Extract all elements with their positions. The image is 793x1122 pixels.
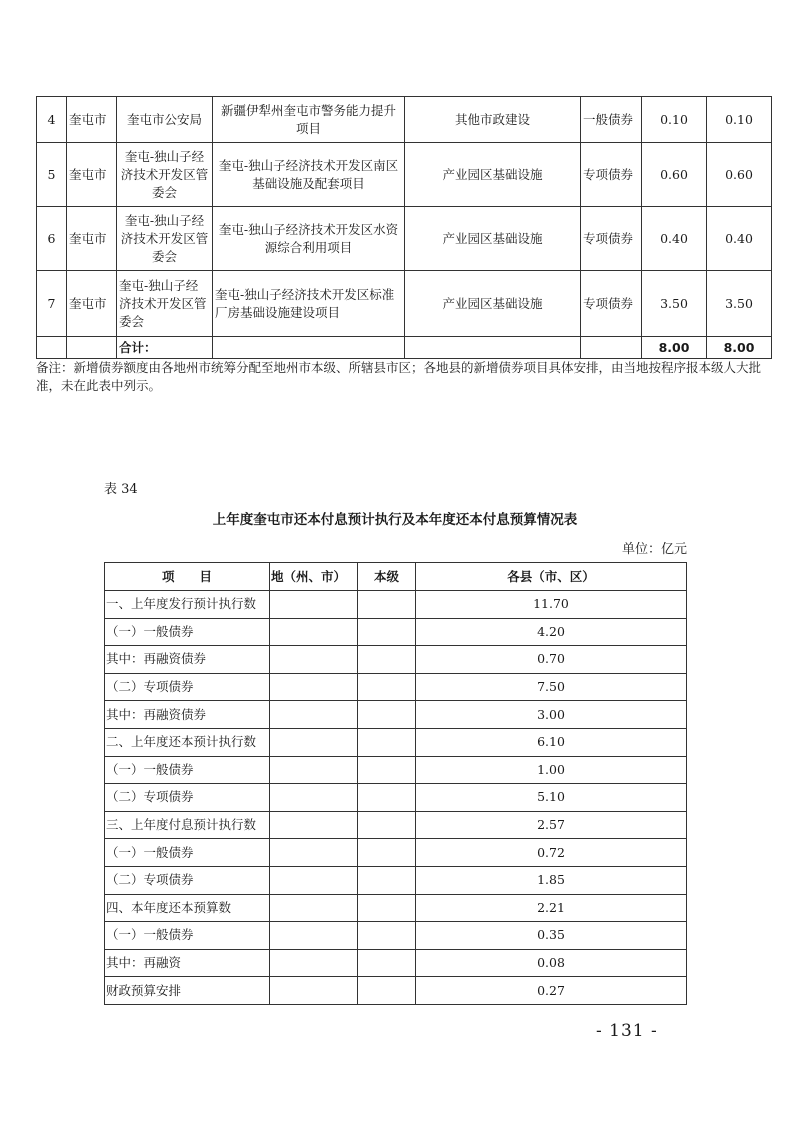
empty-cell [213, 337, 405, 359]
prefecture-cell [270, 949, 358, 977]
page-number: - 131 - [596, 1021, 658, 1041]
unit-cell: 奎屯-独山子经济技术开发区管委会 [117, 207, 213, 271]
item-cell: （一）一般债券 [105, 618, 270, 646]
county-cell: 2.21 [416, 894, 687, 922]
table-row [37, 207, 772, 271]
item-cell: 四、本年度还本预算数 [105, 894, 270, 922]
level-cell [358, 811, 416, 839]
item-cell: 一、上年度发行预计执行数 [105, 591, 270, 619]
prefecture-cell [270, 839, 358, 867]
county-cell: 4.20 [416, 618, 687, 646]
empty-cell [37, 337, 67, 359]
total-label: 合计： [117, 337, 213, 359]
prefecture-cell [270, 894, 358, 922]
table-row [105, 701, 687, 729]
city-cell: 奎屯市 [67, 97, 117, 143]
project-cell: 奎屯-独山子经济技术开发区水资源综合利用项目 [213, 207, 405, 271]
prefecture-cell [270, 756, 358, 784]
level-cell [358, 977, 416, 1005]
header-prefecture: 地（州、市） [270, 563, 358, 591]
total-amount: 8.00 [642, 337, 707, 359]
amount-cell: 0.40 [642, 207, 707, 271]
level-cell [358, 618, 416, 646]
level-cell [358, 922, 416, 950]
prefecture-cell [270, 866, 358, 894]
level-cell [358, 646, 416, 674]
table-row [105, 977, 687, 1005]
table-row [105, 728, 687, 756]
amount-cell: 3.50 [642, 271, 707, 337]
table-row [105, 922, 687, 950]
prefecture-cell [270, 618, 358, 646]
bond-type-cell: 专项债券 [581, 271, 642, 337]
county-cell: 1.00 [416, 756, 687, 784]
item-cell: 其中：再融资债券 [105, 646, 270, 674]
level-cell [358, 591, 416, 619]
table-row [105, 673, 687, 701]
item-cell: （一）一般债券 [105, 756, 270, 784]
county-cell: 0.08 [416, 949, 687, 977]
prefecture-cell [270, 591, 358, 619]
project-cell: 奎屯-独山子经济技术开发区标准厂房基础设施建设项目 [213, 271, 405, 337]
item-cell: 其中：再融资 [105, 949, 270, 977]
row-number: 5 [37, 143, 67, 207]
table-row [105, 591, 687, 619]
header-county: 各县（市、区） [416, 563, 687, 591]
total-amount: 8.00 [707, 337, 772, 359]
table-row [105, 839, 687, 867]
prefecture-cell [270, 811, 358, 839]
level-cell [358, 894, 416, 922]
table-header-row [105, 563, 687, 591]
table-row [105, 866, 687, 894]
county-cell: 0.72 [416, 839, 687, 867]
table-title: 上年度奎屯市还本付息预计执行及本年度还本付息预算情况表 [212, 512, 578, 528]
table-note: 备注：新增债券额度由各地州市统筹分配至地州市本级、所辖县市区；各地县的新增债券项目具体安排，由当地按程序报本级人大批准，未在此表中列示。 [36, 360, 762, 393]
table-row [105, 618, 687, 646]
prefecture-cell [270, 728, 358, 756]
amount-cell: 0.40 [707, 207, 772, 271]
county-cell: 2.57 [416, 811, 687, 839]
prefecture-cell [270, 673, 358, 701]
empty-cell [581, 337, 642, 359]
amount-cell: 0.10 [707, 97, 772, 143]
row-number: 6 [37, 207, 67, 271]
prefecture-cell [270, 646, 358, 674]
amount-cell: 3.50 [707, 271, 772, 337]
table-row [105, 784, 687, 812]
county-cell: 0.35 [416, 922, 687, 950]
table-row [105, 811, 687, 839]
county-cell: 0.70 [416, 646, 687, 674]
county-cell: 6.10 [416, 728, 687, 756]
level-cell [358, 839, 416, 867]
table-number: 表 34 [104, 482, 138, 497]
item-cell: 其中：再融资债券 [105, 701, 270, 729]
level-cell [358, 756, 416, 784]
county-cell: 11.70 [416, 591, 687, 619]
table-row [37, 271, 772, 337]
bond-type-cell: 一般债券 [581, 97, 642, 143]
level-cell [358, 673, 416, 701]
item-cell: （一）一般债券 [105, 922, 270, 950]
project-cell: 新疆伊犁州奎屯市警务能力提升项目 [213, 97, 405, 143]
table-row [105, 756, 687, 784]
prefecture-cell [270, 701, 358, 729]
header-item: 项 目 [105, 563, 270, 591]
table-row [105, 894, 687, 922]
city-cell: 奎屯市 [67, 271, 117, 337]
item-cell: （二）专项债券 [105, 784, 270, 812]
amount-cell: 0.10 [642, 97, 707, 143]
unit-label: 单位：亿元 [621, 542, 687, 557]
county-cell: 7.50 [416, 673, 687, 701]
item-cell: （二）专项债券 [105, 673, 270, 701]
row-number: 7 [37, 271, 67, 337]
header-level: 本级 [358, 563, 416, 591]
county-cell: 1.85 [416, 866, 687, 894]
project-cell: 奎屯-独山子经济技术开发区南区基础设施及配套项目 [213, 143, 405, 207]
bond-type-cell: 专项债券 [581, 143, 642, 207]
bond-projects-table [36, 96, 772, 359]
city-cell: 奎屯市 [67, 143, 117, 207]
total-row [37, 337, 772, 359]
category-cell: 其他市政建设 [405, 97, 581, 143]
level-cell [358, 949, 416, 977]
county-cell: 0.27 [416, 977, 687, 1005]
amount-cell: 0.60 [707, 143, 772, 207]
empty-cell [67, 337, 117, 359]
item-cell: 财政预算安排 [105, 977, 270, 1005]
level-cell [358, 701, 416, 729]
county-cell: 5.10 [416, 784, 687, 812]
item-cell: （一）一般债券 [105, 839, 270, 867]
table-row [37, 143, 772, 207]
prefecture-cell [270, 784, 358, 812]
table-row [37, 97, 772, 143]
item-cell: 二、上年度还本预计执行数 [105, 728, 270, 756]
amount-cell: 0.60 [642, 143, 707, 207]
level-cell [358, 866, 416, 894]
bond-type-cell: 专项债券 [581, 207, 642, 271]
unit-cell: 奎屯-独山子经济技术开发区管委会 [117, 271, 213, 337]
unit-cell: 奎屯-独山子经济技术开发区管委会 [117, 143, 213, 207]
category-cell: 产业园区基础设施 [405, 271, 581, 337]
category-cell: 产业园区基础设施 [405, 207, 581, 271]
table-row [105, 949, 687, 977]
prefecture-cell [270, 977, 358, 1005]
item-cell: 三、上年度付息预计执行数 [105, 811, 270, 839]
category-cell: 产业园区基础设施 [405, 143, 581, 207]
level-cell [358, 728, 416, 756]
level-cell [358, 784, 416, 812]
table-row [105, 646, 687, 674]
empty-cell [405, 337, 581, 359]
row-number: 4 [37, 97, 67, 143]
city-cell: 奎屯市 [67, 207, 117, 271]
county-cell: 3.00 [416, 701, 687, 729]
unit-cell: 奎屯市公安局 [117, 97, 213, 143]
prefecture-cell [270, 922, 358, 950]
item-cell: （二）专项债券 [105, 866, 270, 894]
debt-service-table [104, 562, 687, 1005]
